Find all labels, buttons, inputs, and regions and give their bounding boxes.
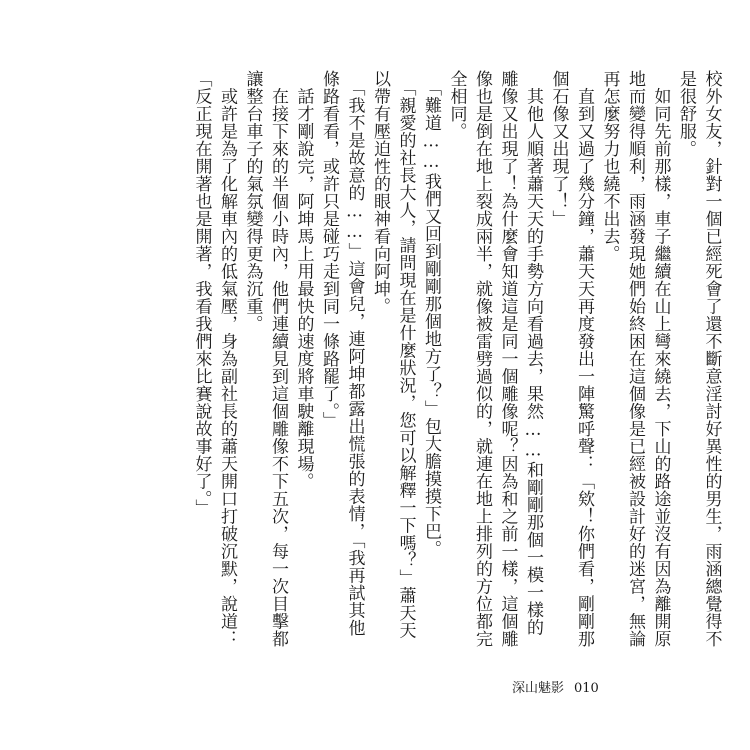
book-title: 深山魅影 (512, 681, 565, 696)
paragraph-2: 如同先前那樣，車子繼續在山上彎來繞去，下山的路途並沒有因為離開原地而變得順利，雨涵發現她們始終困在這個像是已經被設計好的迷宮，無論再怎麼努力也繞不出去。 (599, 70, 671, 648)
vertical-text-column (188, 70, 724, 650)
body-text (188, 70, 722, 650)
page-footer (512, 677, 599, 696)
paragraph-5: 「難道……我們又回到剛剛那個地方了？」包大膽摸摸下巴。 (421, 70, 441, 558)
paragraph-7: 「我不是故意的……」這會兒，連阿坤都露出慌張的表情，「我再試其他條路看看，或許只是碰巧走到同一條路罷了。」 (319, 70, 365, 637)
paragraph-3: 直到又過了幾分鐘，蕭天天再度發出一陣驚呼聲：「欸！你們看，剛剛那個石像又出現了！」 (548, 70, 594, 648)
paragraph-9: 在接下來的半個小時內，他們連續見到這個雕像不下五次，每一次目擊都讓整台車子的氣氛變得更為沉重。 (242, 70, 288, 648)
paragraph-1: 校外女友，針對一個已經死會了還不斷意淫討好異性的男生，雨涵總覺得不是很舒服。 (676, 70, 722, 648)
paragraph-4: 其他人順著蕭天天的手勢方向看過去，果然……和剛剛那個一模一樣的雕像又出現了！為什麼會知道這是同一個雕像呢？因為和之前一樣，這個雕像也是倒在地上裂成兩半，就像被雷劈過似的，就連在地上排列的方位都完全相同。 (446, 70, 543, 648)
paragraph-6: 「親愛的社長大人，請問現在是什麼狀況，您可以解釋一下嗎？」蕭天天以帶有壓迫性的眼神看向阿坤。 (370, 70, 416, 639)
page-number: 010 (574, 681, 599, 696)
paragraph-8: 話才剛說完，阿坤馬上用最快的速度將車駛離現場。 (293, 70, 314, 490)
paragraph-10: 或許是為了化解車內的低氣壓，身為副社長的蕭天開口打破沉默，說道：「反正現在開著也是開著，我看我們來比賽說故事好了。」 (191, 70, 237, 648)
